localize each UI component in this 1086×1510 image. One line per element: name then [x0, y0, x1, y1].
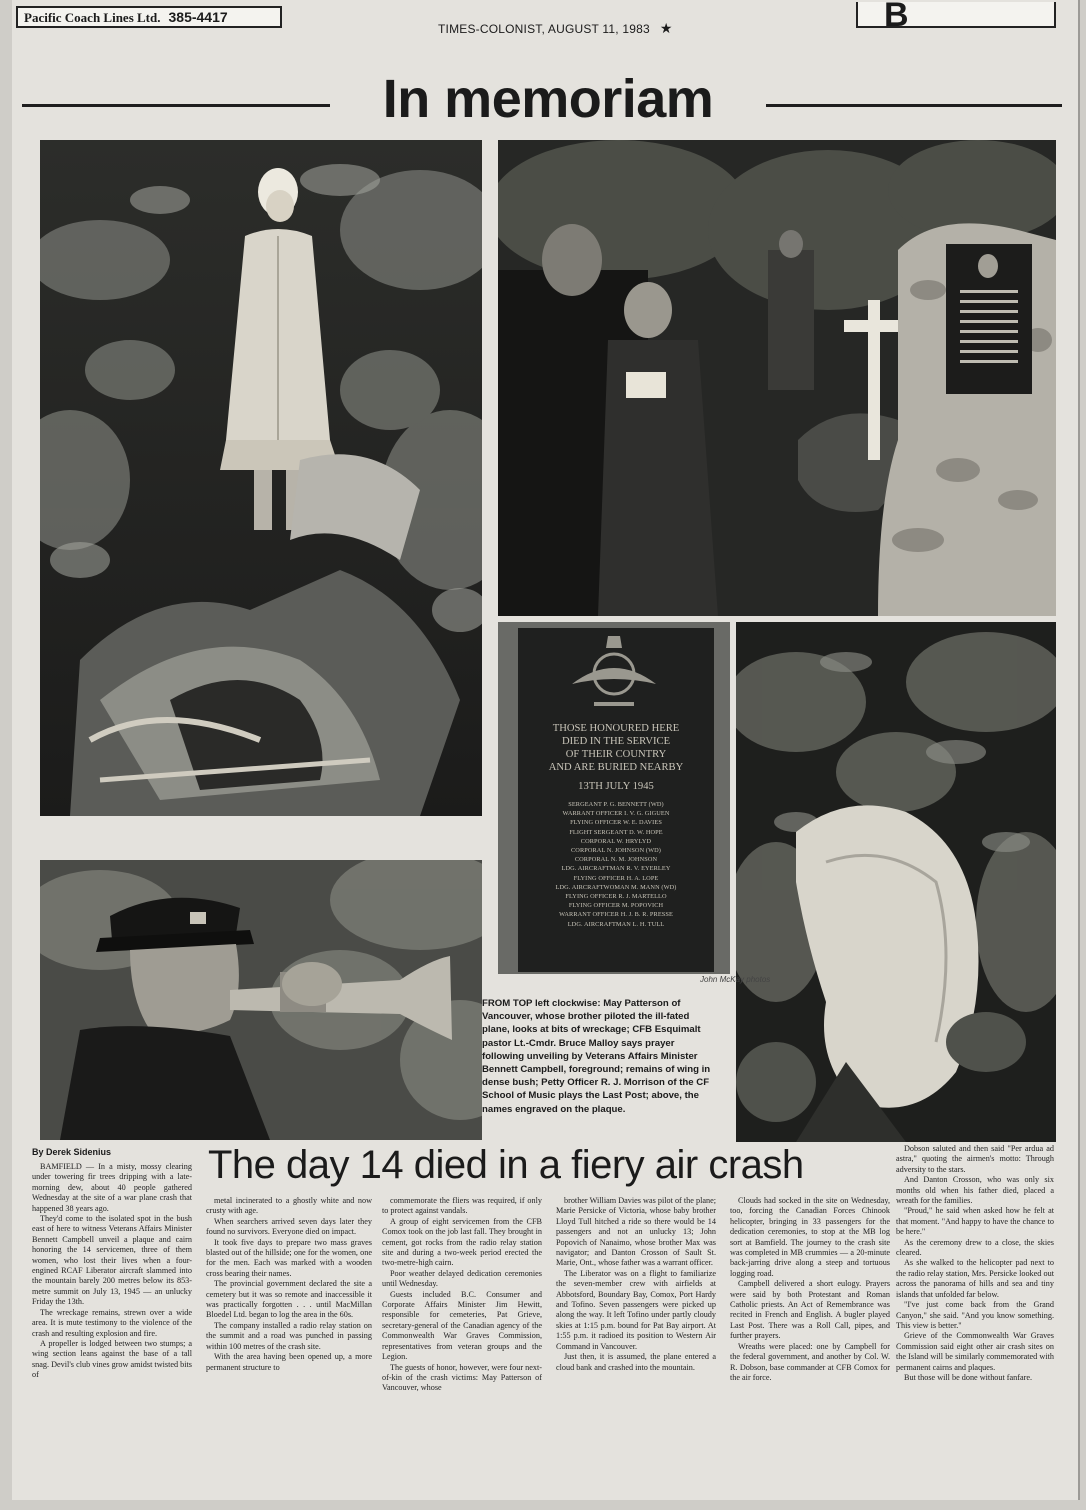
- ad-phone: 385-4417: [168, 9, 228, 25]
- paragraph: "Proud," he said when asked how he felt at that moment. "And happy to have the chance to be here.": [896, 1206, 1054, 1237]
- headline-area: [22, 69, 1062, 136]
- wing-wreckage-in-bush-photo: [736, 622, 1056, 1142]
- plaque-name: LDG. AIRCRAFTMAN R. V. EYERLEY: [561, 865, 671, 873]
- article-column-6: [896, 1144, 1054, 1383]
- paragraph: The guests of honor, however, were four next-of-kin of the crash victims: May Patterson of Vancouver, whose: [382, 1362, 542, 1393]
- paragraph: Campbell delivered a short eulogy. Prayers were said by both Protestant and Roman Catholic priests. An Act of Remembrance was recited in French and English. A bugler played Last Post. There was a Roll Call, pipes, and further prayers.: [730, 1279, 890, 1341]
- paragraph: But those will be done without fanfare.: [904, 1372, 1033, 1382]
- prayer-at-cairn-photo: [498, 140, 1056, 616]
- paragraph: Guests included B.C. Consumer and Corporate Affairs Minister Jim Hewitt, responsible for cemeteries, Pat Grieve, secretary-general of the Canadian agency of the Commonwealth War Graves Commission, representatives from veteran groups and the Legion.: [382, 1289, 542, 1362]
- plaque-name: WARRANT OFFICER H. J. B. R. PRESSE: [559, 911, 673, 919]
- plaque-line: OF THEIR COUNTRY: [565, 749, 667, 760]
- plaque-line: DIED IN THE SERVICE: [561, 736, 671, 747]
- article-column-5: [730, 1196, 890, 1383]
- plaque-line: AND ARE BURIED NEARBY: [548, 762, 684, 773]
- headline-rule-right: [766, 104, 1062, 107]
- star-icon: ★: [659, 20, 673, 36]
- article-column-1: [32, 1162, 192, 1381]
- advertisement-box: [16, 6, 282, 28]
- article-column-4: [556, 1196, 716, 1373]
- paragraph: metal incinerated to a ghostly white and now crusty with age.: [206, 1196, 372, 1216]
- paragraph: They'd come to the isolated spot in the bush east of here to witness Veterans Affairs Minister Bennett Campbell unveil a plaque and cairn honoring the 14 servicemen, three of them women, who lost their lives when a four-engined RCAF Liberator aircraft slammed into the mountain barely 200 metres below its 853-metre summit on July 13, 1945 — an unlucky Friday the 13th.: [32, 1214, 192, 1307]
- paragraph: It took five days to prepare two mass graves blasted out of the hillside; one for the women, one for the men. Each was marked with a wooden cross bearing their names.: [206, 1237, 372, 1278]
- paragraph: Just then, it is assumed, the plane entered a cloud bank and crashed into the mountain.: [556, 1352, 716, 1372]
- plaque-name: LDG. AIRCRAFTWOMAN M. MANN (WD): [555, 883, 677, 891]
- byline: By Derek Sidenius: [32, 1147, 112, 1157]
- paragraph: The provincial government declared the site a cemetery but it was so remote and inaccessible it was practically forgotten . . . until MacMillan Bloedel Ltd. began to log the area in the 60s.: [206, 1279, 372, 1320]
- plaque-name: CORPORAL N. M. JOHNSON: [574, 856, 658, 864]
- article-column-2: [206, 1196, 372, 1373]
- paragraph: As she walked to the helicopter pad next to the radio relay station, Mrs. Persicke looked out across the panorama of hills and sea and tiny islands that unfolded far below.: [896, 1258, 1054, 1299]
- headline-rule-left: [22, 104, 330, 107]
- paragraph: Clouds had socked in the site on Wednesday, too, forcing the Canadian Forces Chinook helicopter, bringing in 33 passengers for the dedication ceremonies, to stop at the MB log sort at Bamfield. The journey to the crash site was completed in MB crummies — a 20-minute back-jarring drive along a steep and tortuous logging road.: [730, 1196, 890, 1278]
- paragraph: A group of eight servicemen from the CFB Comox took on the job last fall. They brought in cement, got rocks from the radio relay station site and during a two-week period erected the two-metre-high cairn.: [382, 1216, 542, 1268]
- masthead: [10, 2, 1070, 38]
- plaque-line: THOSE HONOURED HERE: [552, 723, 680, 734]
- paragraph: When searchers arrived seven days later they found no survivors. Everyone died on impact.: [206, 1216, 372, 1237]
- paragraph: With the area having been opened up, a more permanent structure to: [206, 1352, 372, 1372]
- plaque-name: FLYING OFFICER R. J. MARTELLO: [565, 893, 667, 901]
- dateline-text: TIMES-COLONIST, AUGUST 11, 1983: [438, 22, 650, 36]
- woman-in-coat-at-wreckage-photo: [40, 140, 482, 816]
- paragraph: Grieve of the Commonwealth War Graves Commission said eight other air crash sites on the Island will be similarly commemorated with permanent cairns and plaques.: [896, 1331, 1054, 1372]
- plaque-name: CORPORAL W. HRYLYD: [580, 837, 652, 845]
- plaque-name: WARRANT OFFICER I. V. G. GIGUEN: [562, 810, 670, 818]
- paragraph: A propeller is lodged between two stumps; a wing section leans against the base of a tall snag. Devil's club vines grow amidst twisted bits of: [32, 1338, 192, 1380]
- memorial-plaque-photo: [498, 622, 730, 974]
- paragraph: The wreckage remains, strewn over a wide area. It is mute testimony to the violence of the crash and resulting explosion and fire.: [32, 1307, 192, 1338]
- plaque-name: LDG. AIRCRAFTMAN L. H. TULL: [567, 920, 665, 928]
- paragraph: The Liberator was on a flight to familiarize the seven-member crew with airfields at Abbotsford, Boundary Bay, Comox, Port Hardy and Tofino. Seven passengers were picked up along the way. It left Tofino under partly cloudy skies at 1:15 p.m. bound for Pat Bay airport. At 1:55 p.m. it radioed its position to Western Air Command in Vancouver.: [556, 1268, 716, 1351]
- section-letter: B: [884, 0, 909, 34]
- paragraph: brother William Davies was pilot of the plane; Marie Persicke of Victoria, whose baby brother Lloyd Tull hitched a ride so there would be 14 passengers and not an unlucky 13; John Popovich of Nanaimo, whose brother Max was navigator; and Danton Crosson of Sault St. Marie, Ont., whose father was a warrant officer.: [556, 1196, 716, 1268]
- paragraph: Dobson saluted and then said "Per ardua ad astra," quoting the airmen's motto: Through adversity to the stars.: [896, 1144, 1054, 1174]
- paragraph: The company installed a radio relay station on the summit and a road was punched in passing within 100 metres of the crash site.: [206, 1320, 372, 1351]
- plaque-text: [522, 722, 710, 929]
- plaque-name: FLIGHT SERGEANT D. W. HOPE: [569, 828, 663, 836]
- main-headline: In memoriam: [382, 69, 714, 129]
- story-headline: The day 14 died in a fiery air crash: [208, 1143, 804, 1187]
- paragraph: And Danton Crosson, who was only six months old when his father died, placed a wreath for the families.: [896, 1175, 1054, 1206]
- paragraph: "I've just come back from the Grand Canyon," she said. "And you know something. This view is better.": [896, 1300, 1054, 1330]
- plaque-name: FLYING OFFICER W. E. DAVIES: [570, 819, 662, 827]
- article-column-3: [382, 1196, 542, 1394]
- bugler-playing-photo: [40, 860, 482, 1140]
- paragraph: Wreaths were placed: one by Campbell for the federal government, and another by Col. W. R. Dobson, base commander at CFB Comox for the air force.: [730, 1341, 890, 1382]
- plaque-name: FLYING OFFICER H. A. LOPE: [573, 874, 659, 882]
- paragraph: BAMFIELD — In a misty, mossy clearing under towering fir trees dripping with a late-morning dew, about 40 people gathered Wednesday at the site of a war plane crash that happened 38 years ago.: [32, 1162, 192, 1213]
- plaque-name: CORPORAL N. JOHNSON (WD): [571, 847, 661, 855]
- dateline: [438, 20, 673, 37]
- photo-credit: John McKay photos: [700, 975, 771, 984]
- ad-text: Pacific Coach Lines Ltd.: [24, 10, 161, 25]
- paragraph: As the ceremony drew to a close, the skies cleared.: [896, 1237, 1054, 1258]
- paragraph: Poor weather delayed dedication ceremonies until Wednesday.: [382, 1268, 542, 1289]
- paragraph: commemorate the fliers was required, if only to protect against vandals.: [382, 1196, 542, 1216]
- plaque-date: 13TH JULY 1945: [578, 781, 654, 792]
- plaque-name: FLYING OFFICER M. POPOVICH: [568, 902, 664, 910]
- plaque-name: SERGEANT P. G. BENNETT (WD): [568, 801, 664, 808]
- photo-caption: FROM TOP left clockwise: May Patterson of Vancouver, whose brother piloted the ill-fated plane, looks at bits of wreckage; CFB Esquimalt pastor Lt.-Cmdr. Bruce Malloy says prayer following unveiling by Veterans Affairs Minister Bennett Campbell, foreground; remains of wing in dense bush; Petty Officer R. J. Morrison of the CF School of Music plays the Last Post; above, the names engraved on the plaque.: [482, 998, 711, 1115]
